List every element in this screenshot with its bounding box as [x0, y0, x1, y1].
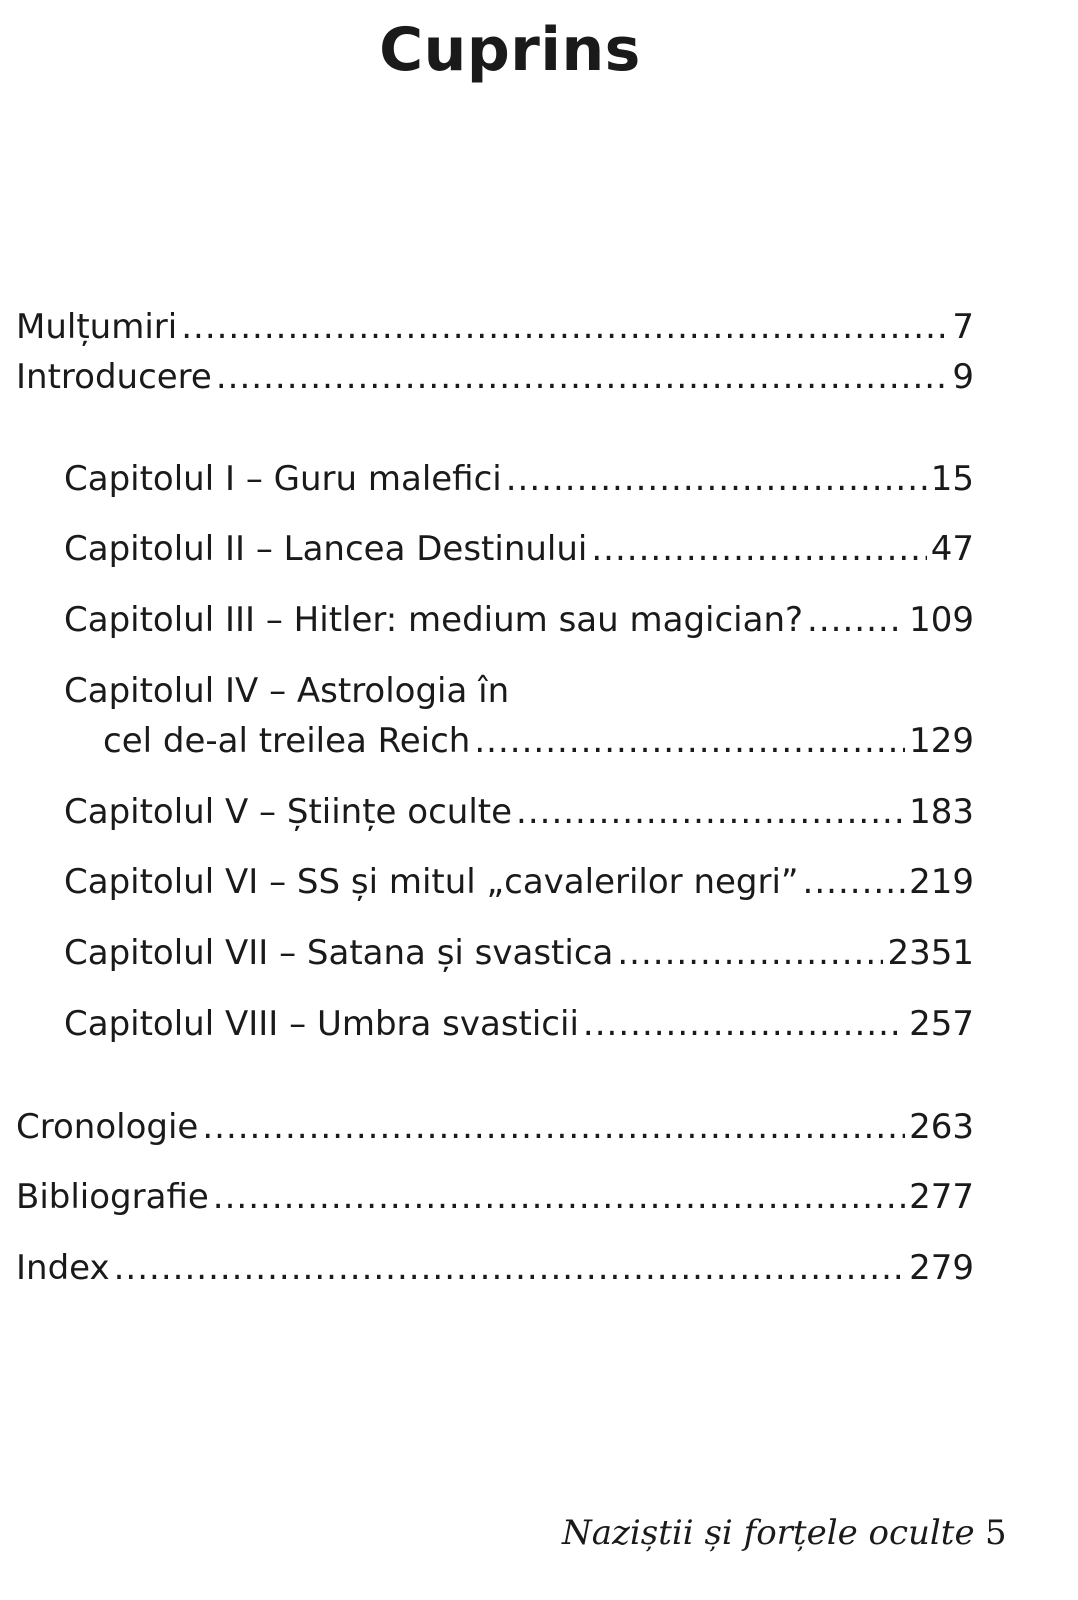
toc-entry-page: 219 — [909, 862, 974, 902]
toc-entry-label: Capitolul I – Guru malefici — [64, 459, 502, 499]
toc-entry-label: Capitolul VI – SS și mitul „cavalerilor negri” — [64, 862, 799, 902]
toc-entry-label: Bibliografie — [16, 1177, 209, 1217]
dot-leader — [617, 928, 883, 978]
dot-leader — [202, 1102, 905, 1152]
toc-entry-chapter-4-line-1 — [64, 666, 974, 716]
toc-entry-label: Introducere — [16, 357, 212, 397]
toc-entry-page: 15 — [930, 459, 974, 499]
dot-leader — [474, 716, 905, 766]
dot-leader — [114, 1243, 905, 1293]
toc-entry-multumiri — [16, 302, 974, 352]
toc-entry-page: 183 — [909, 792, 974, 832]
toc-entry-chapter-8 — [64, 999, 974, 1049]
toc-entry-label: Cronologie — [16, 1107, 199, 1147]
toc-entry-label: Capitolul IV – Astrologia în — [64, 671, 510, 711]
toc-entry-bibliografie — [16, 1172, 974, 1222]
toc-entry-page: 109 — [909, 600, 974, 640]
toc-entry-cronologie — [16, 1102, 974, 1152]
toc-entry-label: Capitolul III – Hitler: medium sau magician? — [64, 600, 804, 640]
toc-entry-page: 277 — [909, 1177, 974, 1217]
toc-entry-label: Capitolul VIII – Umbra svasticii — [64, 1004, 579, 1044]
page-title: Cuprins — [379, 15, 641, 85]
page-number: 5 — [985, 1513, 1007, 1553]
toc-entry-chapter-6 — [64, 857, 974, 907]
toc-entry-chapter-7 — [64, 928, 974, 978]
toc-entry-page: 7 — [952, 307, 974, 347]
dot-leader — [181, 302, 948, 352]
toc-entry-label: Capitolul VII – Satana și svastica — [64, 933, 614, 973]
toc-entry-label: Mulțumiri — [16, 307, 178, 347]
toc-entry-label: cel de-al treilea Reich — [103, 721, 471, 761]
toc-entry-label: Index — [16, 1248, 110, 1288]
toc-entry-page: 279 — [909, 1248, 974, 1288]
toc-entry-chapter-1 — [64, 454, 974, 504]
dot-leader — [216, 352, 949, 402]
toc-entry-page: 257 — [909, 1004, 974, 1044]
toc-entry-chapter-4-line-2 — [103, 716, 974, 766]
toc-entry-chapter-2 — [64, 524, 974, 574]
toc-entry-page: 47 — [930, 529, 974, 569]
toc-entry-label: Capitolul II – Lancea Destinului — [64, 529, 588, 569]
toc-entry-index — [16, 1243, 974, 1293]
toc-entry-page: 263 — [909, 1107, 974, 1147]
dot-leader — [213, 1172, 905, 1222]
toc-entry-page: 9 — [952, 357, 974, 397]
dot-leader — [506, 454, 927, 504]
toc-entry-page: 129 — [909, 721, 974, 761]
dot-leader — [583, 999, 905, 1049]
toc-entry-page: 2351 — [887, 933, 974, 973]
dot-leader — [807, 595, 905, 645]
dot-leader — [591, 524, 926, 574]
toc-entry-introducere — [16, 352, 974, 402]
dot-leader — [803, 857, 906, 907]
dot-leader — [516, 787, 905, 837]
toc-entry-chapter-3 — [64, 595, 974, 645]
toc-entry-label: Capitolul V – Științe oculte — [64, 792, 513, 832]
toc-entry-chapter-5 — [64, 787, 974, 837]
running-footer-book-title: Naziștii și forțele oculte — [562, 1513, 975, 1553]
